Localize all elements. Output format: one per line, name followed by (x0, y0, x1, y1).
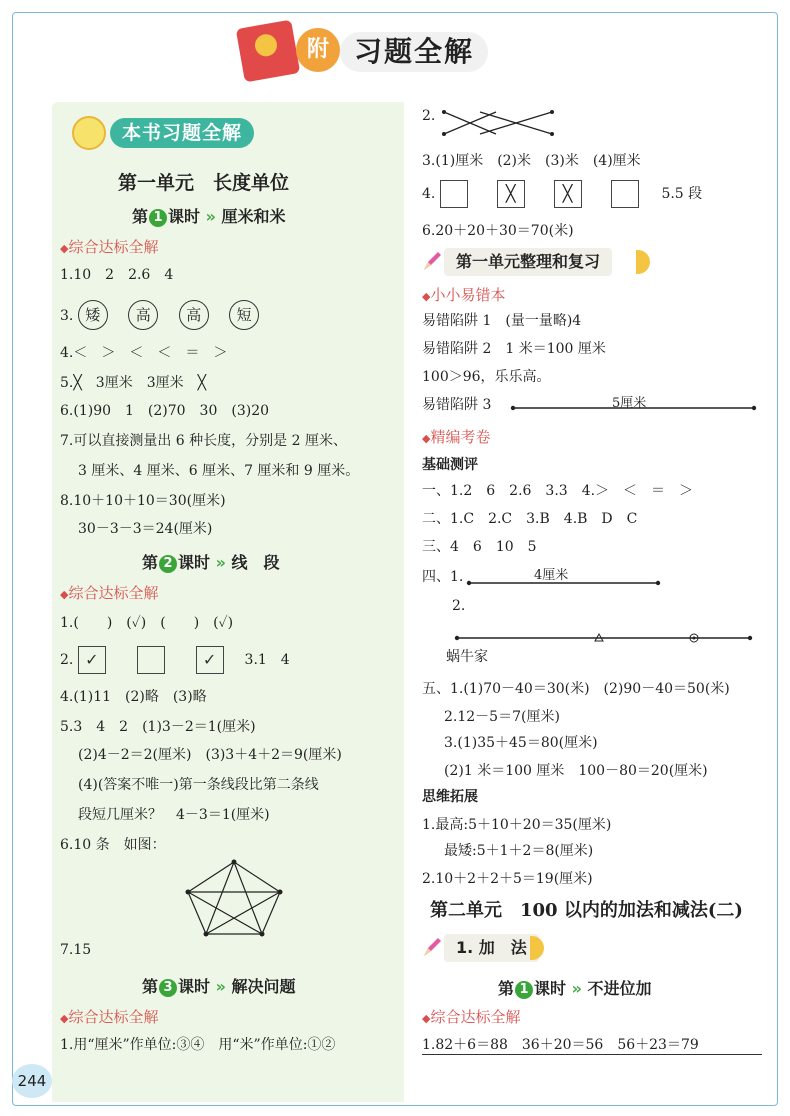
l2-q5b: (2)4－2＝2(厘米) (3)3＋4＋2＝9(厘米) (78, 747, 342, 763)
l1-q1: 1.10 2 2.6 4 (60, 267, 174, 283)
unit2-title: 第二单元 100 以内的加法和减法(二) (430, 900, 743, 921)
siwei-a1b: 最矮:5＋1＋2＝8(厘米) (444, 843, 594, 859)
answer-box (440, 180, 468, 208)
wu-a1: 五、1.(1)70－40＝30(米) (2)90－40＝50(米) (422, 681, 730, 697)
moon-icon (530, 936, 544, 960)
u2-q1: 1.82＋6＝88 36＋20＝56 56＋23＝79 (422, 1037, 699, 1053)
l1-q8a: 8.10＋10＋10＝30(厘米) (60, 493, 226, 509)
header-title: 习题全解 (340, 32, 488, 72)
siwei-a2: 2.10＋2＋2＋5＝19(厘米) (422, 871, 593, 887)
jichu-a3: 三、4 6 10 5 (422, 539, 537, 555)
l2-q5c: (4)(答案不唯一)第一条线段比第二条线 (78, 777, 319, 793)
number-line-figure (454, 628, 754, 648)
snail-label: 蜗牛家 (446, 649, 488, 665)
unit1-title: 第一单元 长度单位 (118, 172, 290, 194)
char-circle: 短 (229, 300, 259, 330)
l1-q4: 4.＜ ＞ ＜ ＜ ＝ ＞ (60, 345, 228, 361)
l2-q4: 4.(1)11 (2)略 (3)略 (60, 689, 207, 705)
siwei-a1: 1.最高:5＋10＋20＝35(厘米) (422, 817, 612, 833)
l1-q5: 5.╳ 3厘米 3厘米 ╳ (60, 375, 207, 391)
l2-q7: 7.15 (60, 942, 92, 958)
r-q2: 2. (422, 108, 436, 124)
section-jingbian: ◆精编考卷 (422, 428, 491, 446)
page-header (240, 18, 560, 84)
lesson1-heading: 第 1 课时 » 厘米和米 (132, 207, 286, 226)
answer-box (137, 646, 165, 674)
jichu-title: 基础测评 (422, 457, 478, 473)
page-number: 244 (12, 1064, 52, 1098)
section-zonghe-1: ◆综合达标全解 (60, 238, 159, 256)
section-zonghe-4: ◆综合达标全解 (422, 1008, 521, 1026)
lightbulb-icon (72, 116, 106, 150)
pencil-icon (422, 936, 442, 958)
l1-q7a: 7.可以直接测量出 6 种长度，分别是 2 厘米、 (60, 433, 347, 449)
wu-a2: 2.12－5＝7(厘米) (444, 709, 560, 725)
cuoti-t3: 易错陷阱 3 (422, 397, 492, 413)
l1-q7b: 3 厘米、4 厘米、6 厘米、7 厘米和 9 厘米。 (78, 463, 360, 479)
jichu-a1: 一、1.2 6 2.6 3.3 4.＞ ＜ ＝ ＞ (422, 483, 694, 499)
siwei-title: 思维拓展 (422, 789, 478, 805)
l1-q6: 6.(1)90 1 (2)70 30 (3)20 (60, 403, 270, 419)
r-q4: 4. ╳ ╳ 5.5 段 (422, 180, 702, 208)
char-circle: 高 (128, 300, 158, 330)
answer-box (611, 180, 639, 208)
segment-4cm (466, 576, 662, 590)
book-icon (236, 20, 301, 83)
r-q6: 6.20＋20＋30＝70(米) (422, 223, 574, 239)
fu-badge: 附 (296, 28, 340, 72)
l3-q1: 1.用“厘米”作单位:③④ 用“米”作单位:①② (60, 1037, 336, 1053)
pencil-icon (422, 250, 442, 272)
section-zonghe-2: ◆综合达标全解 (60, 584, 159, 602)
section-cuoti: ◆小小易错本 (422, 286, 506, 304)
wu-a3b: (2)1 米＝100 厘米 100－80＝20(厘米) (444, 763, 708, 779)
review-heading: 第一单元整理和复习 (422, 248, 670, 276)
jichu-a2: 二、1.C 2.C 3.B 4.B D C (422, 511, 638, 527)
section-banner (60, 114, 320, 152)
l2-q1: 1.( ) (✓) ( ) (✓) (60, 615, 234, 631)
section-zonghe-3: ◆综合达标全解 (60, 1008, 159, 1026)
l1-q3: 3. 矮 高 高 短 (60, 300, 275, 330)
l2-q5d: 段短几厘米？ 4－3＝1(厘米) (78, 807, 270, 823)
jichu-a4: 四、1. (422, 569, 464, 585)
cuoti-t2: 易错陷阱 2 1 米＝100 厘米 (422, 341, 606, 357)
wu-a3: 3.(1)35＋45＝80(厘米) (444, 735, 598, 751)
l2-q6: 6.10 条 如图： (60, 837, 166, 853)
lesson3-heading: 第 3 课时 » 解决问题 (142, 977, 296, 996)
matching-lines-figure (440, 108, 558, 138)
pentagram-figure (184, 858, 284, 938)
answer-box: ╳ (554, 180, 582, 208)
segment-label-5cm: 5厘米 (612, 396, 647, 411)
r-q3: 3.(1)厘米 (2)米 (3)米 (4)厘米 (422, 153, 641, 169)
char-circle: 高 (179, 300, 209, 330)
l2-q2: 2. ✓ ✓ 3.1 4 (60, 646, 290, 674)
answer-box: ✓ (78, 646, 106, 674)
char-circle: 矮 (78, 300, 108, 330)
moon-icon (636, 250, 650, 274)
cuoti-t1: 易错陷阱 1 (量一量略)4 (422, 313, 582, 329)
answer-box: ✓ (196, 646, 224, 674)
jichu-a4b: 2. (452, 598, 466, 614)
l2-q5a: 5.3 4 2 (1)3－2＝1(厘米) (60, 719, 256, 735)
jiafa-heading: 1. 加 法 (422, 934, 562, 962)
segment-5cm (510, 400, 758, 416)
lesson21-heading: 第 1 课时 » 不进位加 (498, 979, 652, 998)
banner-title: 本书习题全解 (110, 118, 254, 148)
bottom-rule (422, 1054, 762, 1055)
l1-q8b: 30－3－3＝24(厘米) (78, 521, 213, 537)
answer-box: ╳ (497, 180, 525, 208)
segment-label-4cm: 4厘米 (534, 568, 569, 583)
cuoti-t2b: 100＞96，乐乐高。 (422, 369, 551, 385)
lesson2-heading: 第 2 课时 » 线 段 (142, 553, 280, 572)
